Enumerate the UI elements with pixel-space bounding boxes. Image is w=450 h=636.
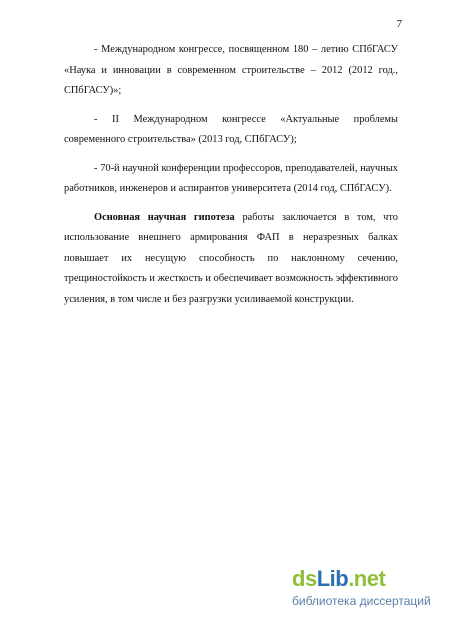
list-item-congress-2012: - Международном конгрессе, посвященном 180 – летию СПбГАСУ «Наука и инновации в современном строительстве – 2012 (2012 год., СПбГАСУ)»; [64, 44, 398, 96]
watermark-caption: библиотека диссертаций [292, 594, 431, 608]
page-number: 7 [396, 18, 402, 30]
hypothesis-paragraph [64, 208, 398, 311]
hypothesis-text: работы заключается в том, что использование внешнего армирования ФАП в неразрезных балках повышает их несущую способность по наклонному сечению, трещиностойкость и жесткость и обеспечивает возможность эффективного усиления, в том числе и без разгрузки усиливаемой конструкции. [64, 211, 399, 305]
document-body [64, 40, 398, 310]
dslib-watermark [292, 566, 442, 608]
dslib-logo: dsLib.net [292, 566, 386, 591]
list-item-conference-2014: - 70-й научной конференции профессоров, преподавателей, научных работников, инженеров и аспирантов университета (2014 год, СПбГАСУ). [64, 162, 398, 194]
list-item-congress-2013: - II Международном конгрессе «Актуальные проблемы современного строительства» (2013 год, СПбГАСУ); [64, 113, 398, 145]
hypothesis-heading: Основная научная гипотеза [94, 211, 235, 223]
